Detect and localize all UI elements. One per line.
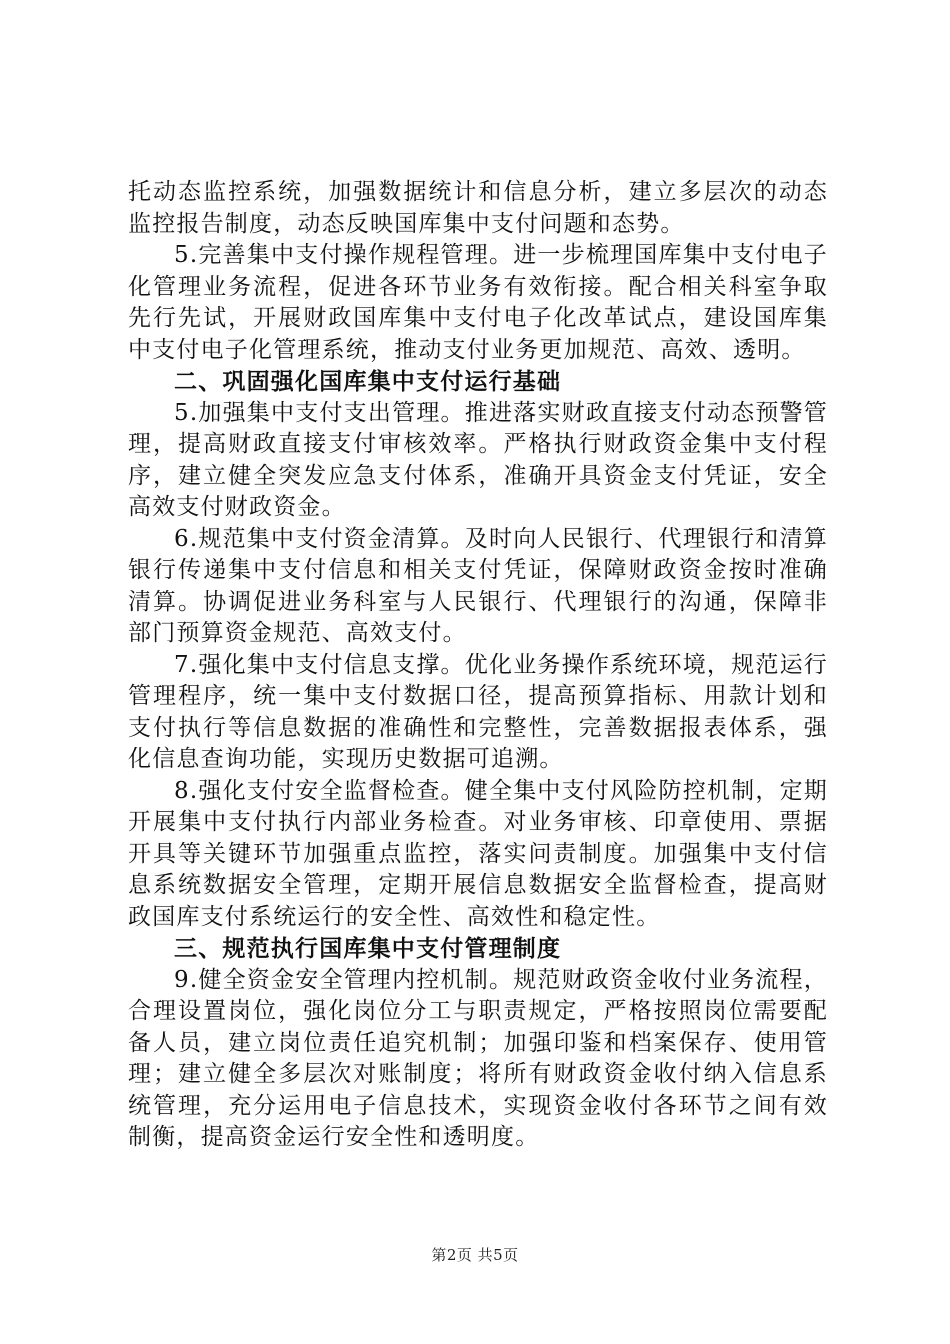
section-heading-3: 三、规范执行国库集中支付管理制度 [174,935,562,962]
page-number-footer: 第2页 共5页 [431,1246,519,1264]
section-heading-2: 二、巩固强化国库集中支付运行基础 [174,368,562,395]
paragraph-item-8: 8.强化支付安全监督检查。健全集中支付风险防控机制，定期开展集中支付执行内部业务检查。对业务审核、印章使用、票据开具等关键环节加强重点监控，落实问责制度。加强集中支付信息系统数据安全管理，定期开展信息数据安全监督检查，提高财政国库支付系统运行的安全性、高效性和稳定性。 [128,777,828,930]
paragraph-item-9: 9.健全资金安全管理内控机制。规范财政资金收付业务流程，合理设置岗位，强化岗位分工与职责规定，严格按照岗位需要配备人员，建立岗位责任追究机制；加强印鉴和档案保存、使用管理；建立健全多层次对账制度；将所有财政资金收付纳入信息系统管理，充分运用电子信息技术，实现资金收付各环节之间有效制衡，提高资金运行安全性和透明度。 [128,966,828,1150]
paragraph-item-7: 7.强化集中支付信息支撑。优化业务操作系统环境，规范运行管理程序，统一集中支付数据口径，提高预算指标、用款计划和支付执行等信息数据的准确性和完整性，完善数据报表体系，强化信息查询功能，实现历史数据可追溯。 [128,651,828,772]
paragraph-item-6: 6.规范集中支付资金清算。及时向人民银行、代理银行和清算银行传递集中支付信息和相关支付凭证，保障财政资金按时准确清算。协调促进业务科室与人民银行、代理银行的沟通，保障非部门预算资金规范、高效支付。 [128,525,828,646]
paragraph-item-5-expenditure: 5.加强集中支付支出管理。推进落实财政直接支付动态预警管理，提高财政直接支付审核效率。严格执行财政资金集中支付程序，建立健全突发应急支付体系，准确开具资金支付凭证，安全高效支付财政资金。 [128,399,828,520]
paragraph-continuation: 托动态监控系统，加强数据统计和信息分析，建立多层次的动态监控报告制度，动态反映国库集中支付问题和态势。 [128,179,828,237]
document-body [128,177,828,1154]
paragraph-item-5-operation: 5.完善集中支付操作规程管理。进一步梳理国库集中支付电子化管理业务流程，促进各环节业务有效衔接。配合相关科室争取先行先试，开展财政国库集中支付电子化改革试点，建设国库集中支付电子化管理系统，推动支付业务更加规范、高效、透明。 [128,242,828,363]
